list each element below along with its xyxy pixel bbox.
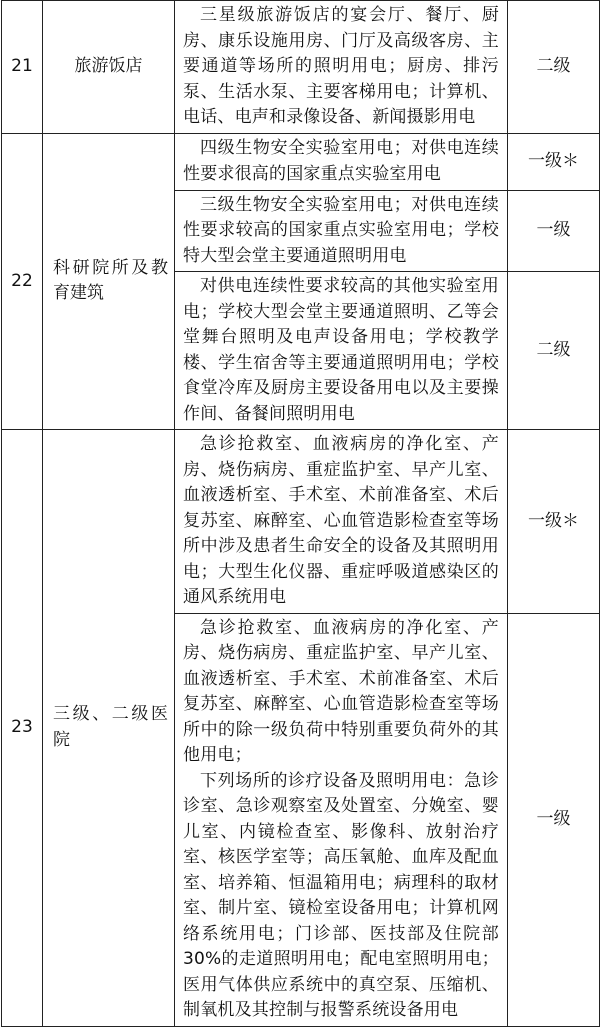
place-name: 旅游饭店 <box>43 1 175 134</box>
row-number: 23 <box>2 430 43 1027</box>
description-text: 对供电连续性要求较高的其他实验室用电；学校大型会堂主要通道照明、乙等会堂舞台照明及电声设备用电；学校教学楼、学生宿舍等主要通道照明用电；学校食堂冷库及厨房主要设备用电以及主要操作间、备餐间照明用电 <box>183 276 499 424</box>
load-description <box>175 1 508 134</box>
table-row-21 <box>2 1 600 134</box>
load-level: 一级 <box>508 613 600 1026</box>
table-row-23 <box>2 430 600 614</box>
description-text: 急诊抢救室、血液病房的净化室、产房、烧伤病房、重症监护室、早产儿室、血液透析室、手术室、术前准备室、术后复苏室、麻醉室、心血管造影检查室等场所中的除一级负荷中特别重要负荷外的其他用电； <box>183 617 499 765</box>
description-text: 四级生物安全实验室用电；对供电连续性要求很高的国家重点实验室用电 <box>183 138 499 184</box>
load-level: 二级 <box>508 272 600 430</box>
row-number: 21 <box>2 1 43 134</box>
place-name: 科研院所及教育建筑 <box>43 133 175 430</box>
load-description <box>175 133 508 190</box>
description-text-2: 下列场所的诊疗设备及照明用电：急诊诊室、急诊观察室及处置室、分娩室、婴儿室、内镜检查室、影像科、放射治疗室、核医学室等；高压氧舱、血库及配血室、培养箱、恒温箱用电；病理科的取材室、制片室、镜检室设备用电；计算机网络系统用电；门诊部、医技部及住院部30%的走道照明用电；配电室照明用电；医用气体供应系统中的真空泵、压缩机、制氧机及其控制与报警系统设备用电 <box>183 770 499 1020</box>
load-description <box>175 613 508 1026</box>
description-text: 三星级旅游饭店的宴会厅、餐厅、厨房、康乐设施用房、门厅及高级客房、主要通道等场所的照明用电；厨房、排污泵、生活水泵、主要客梯用电；计算机、电话、电声和录像设备、新闻摄影用电 <box>183 5 499 127</box>
description-text: 急诊抢救室、血液病房的净化室、产房、烧伤病房、重症监护室、早产儿室、血液透析室、手术室、术前准备室、术后复苏室、麻醉室、心血管造影检查室等场所中涉及患者生命安全的设备及其照明用电；大型生化仪器、重症呼吸道感染区的通风系统用电 <box>183 434 499 607</box>
load-description <box>175 190 508 272</box>
load-classification-table <box>1 0 600 1027</box>
load-description <box>175 430 508 614</box>
load-level: 二级 <box>508 1 600 134</box>
table-row-22 <box>2 133 600 190</box>
load-level: 一级 <box>508 190 600 272</box>
description-text: 三级生物安全实验室用电；对供电连续性要求较高的国家重点实验室用电；学校特大型会堂主要通道照明用电 <box>183 194 499 266</box>
row-number: 22 <box>2 133 43 430</box>
load-level: 一级＊ <box>508 133 600 190</box>
place-name: 三级、二级医院 <box>43 430 175 1027</box>
load-description <box>175 272 508 430</box>
load-level: 一级＊ <box>508 430 600 614</box>
